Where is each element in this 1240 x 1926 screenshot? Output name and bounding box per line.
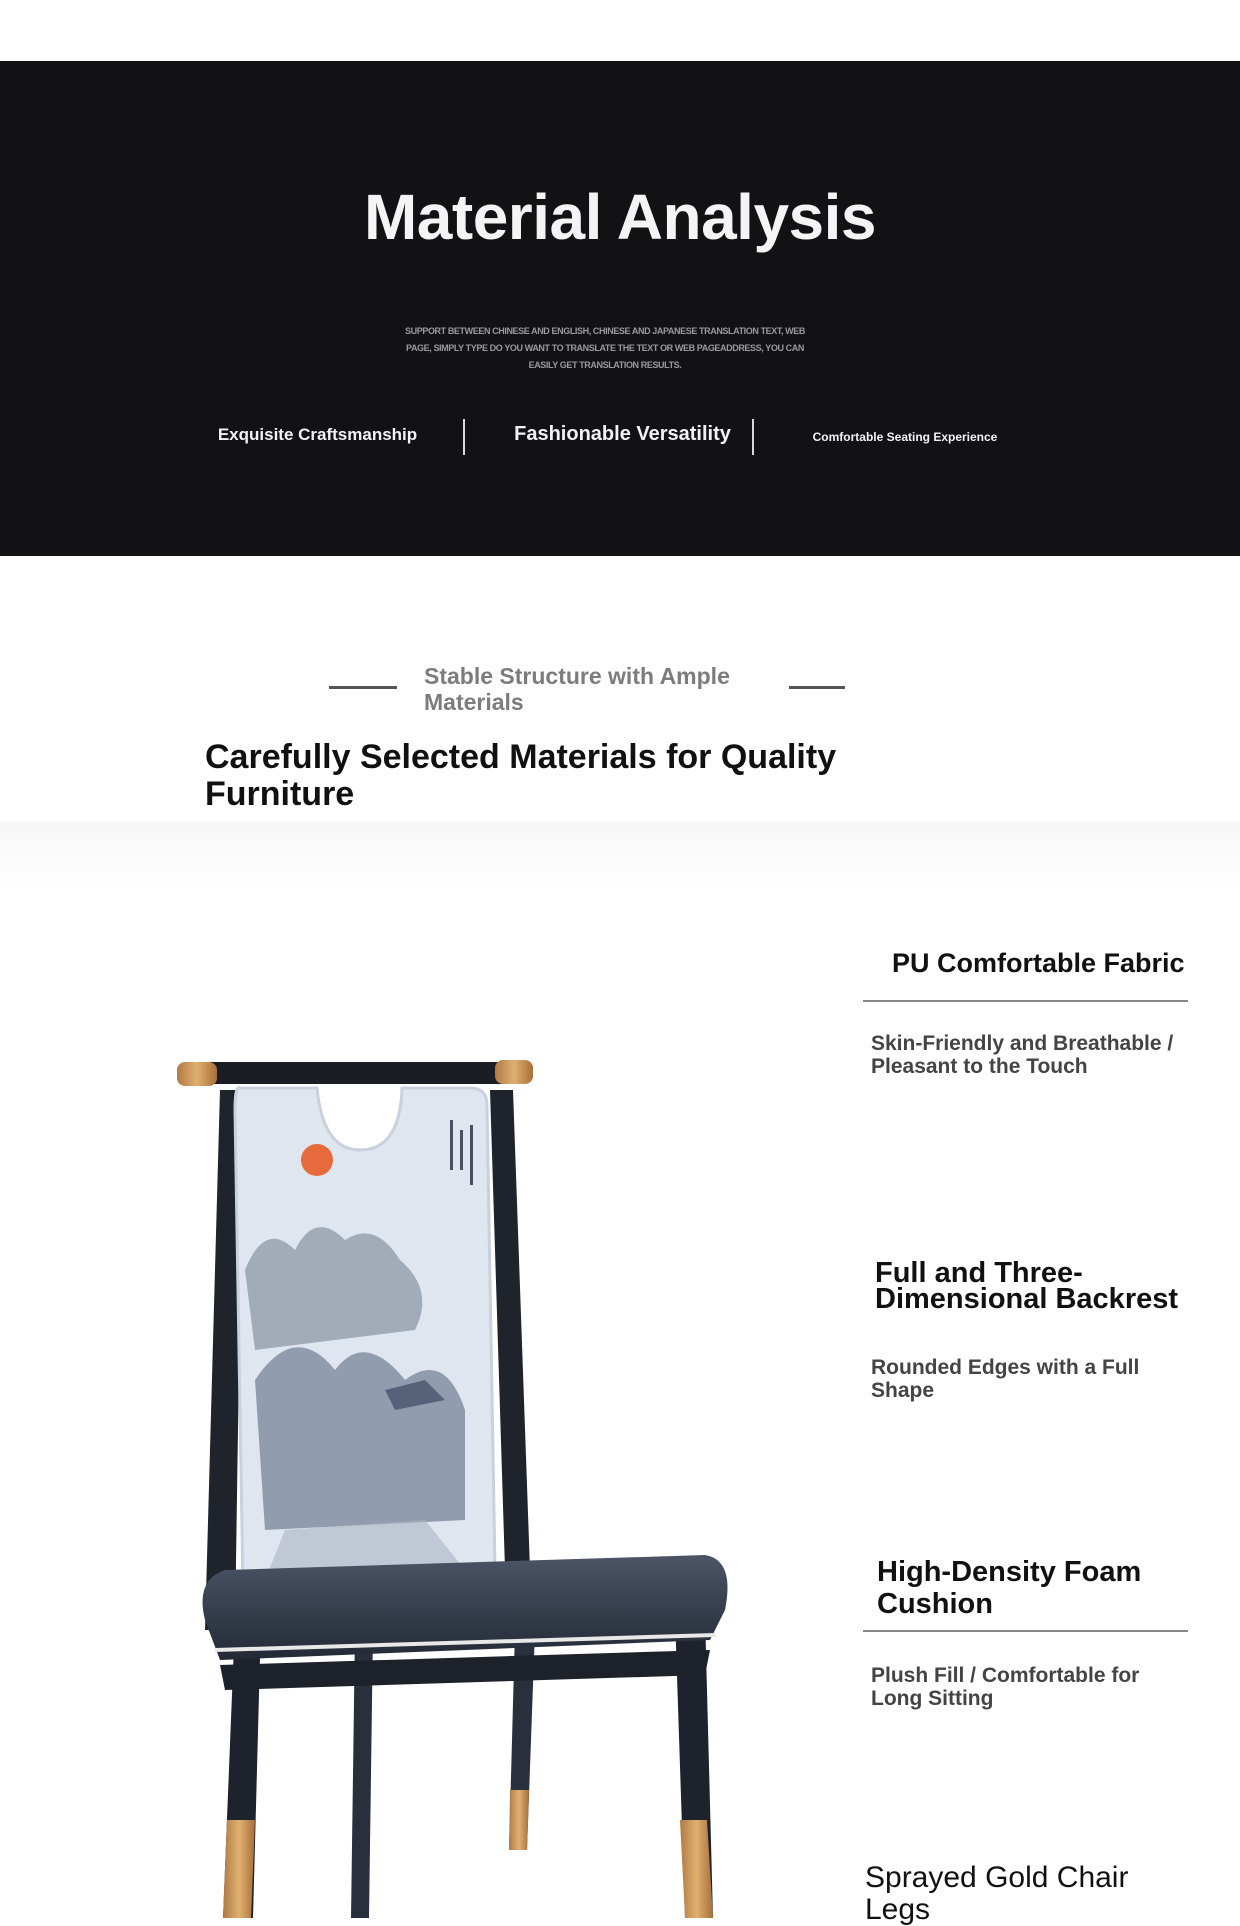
divider xyxy=(463,419,465,455)
feature-subtitle-backrest: Rounded Edges with a Full Shape xyxy=(871,1356,1140,1402)
divider xyxy=(752,419,754,455)
section-title: Carefully Selected Materials for Quality Furniture xyxy=(205,738,837,813)
feature-underline xyxy=(863,1000,1188,1002)
feature-title-pu-fabric: PU Comfortable Fabric xyxy=(892,948,1185,978)
section-kicker: Stable Structure with Ample Materials xyxy=(424,663,730,715)
feature-title-chair-legs: Sprayed Gold Chair Legs xyxy=(865,1861,1129,1926)
feature-underline xyxy=(863,1630,1188,1632)
fade-band xyxy=(0,822,1240,886)
hero-feature-craftsmanship: Exquisite Craftsmanship xyxy=(217,425,418,444)
kicker-line-left xyxy=(329,686,397,689)
hero-title: Material Analysis xyxy=(363,181,877,253)
feature-title-backrest: Full and Three-Dimensional Backrest xyxy=(875,1257,1179,1315)
hero-banner xyxy=(0,61,1240,556)
hero-feature-versatility: Fashionable Versatility xyxy=(514,423,731,445)
kicker-line-right xyxy=(789,686,845,689)
chair-image xyxy=(165,1050,745,1918)
feature-subtitle-foam-cushion: Plush Fill / Comfortable for Long Sitting xyxy=(871,1664,1140,1710)
hero-feature-comfort: Comfortable Seating Experience xyxy=(812,430,998,444)
feature-title-foam-cushion: High-Density Foam Cushion xyxy=(877,1556,1142,1620)
hero-description: SUPPORT BETWEEN CHINESE AND ENGLISH, CHINESE AND JAPANESE TRANSLATION TEXT, WEB PAGE, SIMPLY TYPE DO YOU WANT TO TRANSLATE THE TEXT OR WEB PAGEADDRESS, YOU CAN EASILY GET TRANSLATION RESULTS. xyxy=(405,326,805,370)
feature-subtitle-pu-fabric: Skin-Friendly and Breathable / Pleasant to the Touch xyxy=(871,1032,1174,1078)
